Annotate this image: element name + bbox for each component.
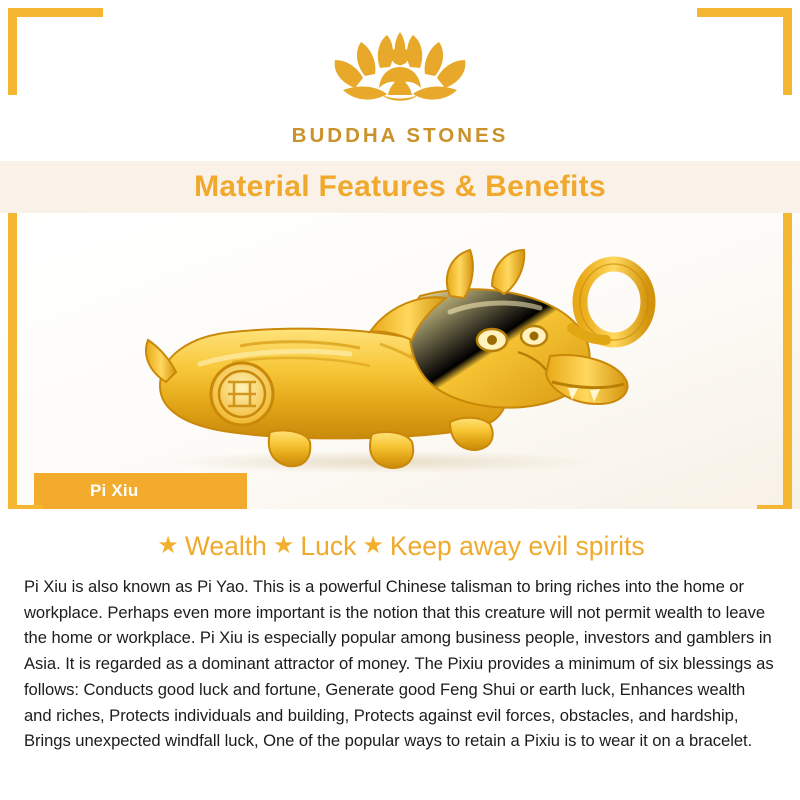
benefit-label-wealth: Wealth (184, 531, 267, 561)
corner-frame-middle-right (757, 196, 792, 514)
page-title: Material Features & Benefits (194, 170, 606, 203)
product-caption-label: Pi Xiu (90, 481, 139, 500)
title-banner (0, 161, 800, 213)
benefits-headline (24, 531, 776, 562)
description-paragraph: Pi Xiu is also known as Pi Yao. This is a powerful Chinese talisman to bring riches into the home or workplace. Perhaps even more important is the notion that this creature will not permit wealth to leave the home or workplace. Pi Xiu is especially popular among business people, investors and gamblers in Asia. It is regarded as a dominant attractor of money. The Pixiu provides a minimum of six blessings as follows: Conducts good luck and fortune, Generate good Feng Shui or earth luck, Enhances wealth and riches, Protects individuals and building, Protects against evil forces, obstacles, and hardship, Brings unexpected windfall luck, One of the popular ways to retain a Pixiu is to wear it on a bracelet. (24, 577, 774, 751)
benefit-label-luck: Luck (300, 531, 357, 561)
content-section (0, 509, 800, 754)
benefit-label-evil-spirits: Keep away evil spirits (389, 531, 645, 561)
product-image-wrapper (0, 213, 800, 509)
star-icon: ★ (157, 532, 179, 559)
lotus-meditation-icon (325, 22, 475, 118)
star-icon: ★ (362, 532, 384, 559)
star-icon: ★ (272, 532, 295, 559)
hero-image-section (0, 213, 800, 509)
product-caption-tab (34, 473, 247, 509)
gold-pixiu-pendant-image (120, 236, 680, 486)
brand-name: BUDDHA STONES (291, 124, 509, 147)
corner-frame-middle-left (8, 196, 43, 514)
brand-logo-block (0, 0, 800, 148)
